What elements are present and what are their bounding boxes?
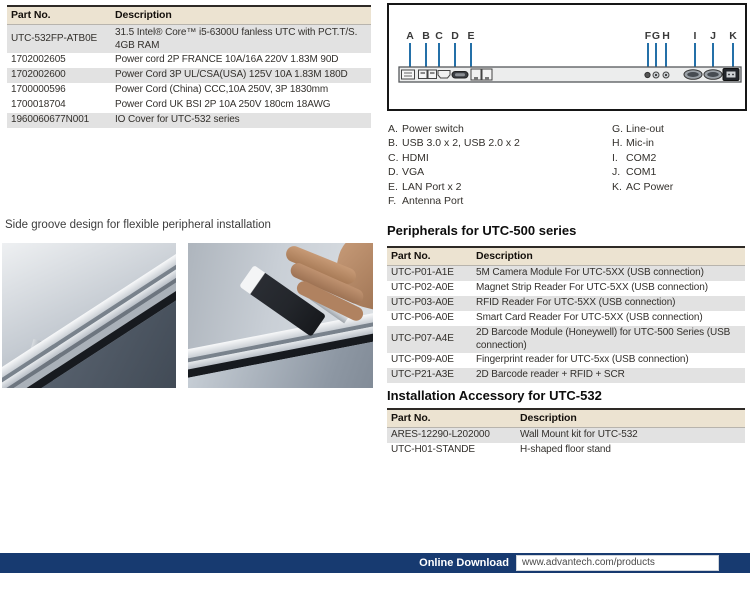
part-desc: Smart Card Reader For UTC-5XX (USB connection) bbox=[476, 312, 703, 324]
table-row bbox=[387, 443, 745, 458]
legend-item: K. AC Power bbox=[612, 180, 674, 193]
table-row bbox=[387, 368, 745, 383]
power-switch-port bbox=[402, 70, 415, 79]
table-row bbox=[7, 113, 371, 128]
port-label-i: I bbox=[693, 30, 697, 42]
table-row bbox=[7, 83, 371, 98]
lan-ports bbox=[471, 69, 492, 80]
part-desc: IO Cover for UTC-532 series bbox=[115, 114, 240, 126]
part-desc: H-shaped floor stand bbox=[520, 444, 611, 456]
legend-item: E. LAN Port x 2 bbox=[388, 180, 462, 193]
part-desc: 31.5 Intel® Core™ i5-6300U fanless UTC with PCT.T/S. 4GB RAM bbox=[115, 27, 358, 51]
col-header-part-no: Part No. bbox=[391, 412, 431, 425]
part-desc: Power Cord (China) CCC,10A 250V, 3P 1830mm bbox=[115, 84, 329, 96]
part-desc: RFID Reader For UTC-5XX (USB connection) bbox=[476, 297, 676, 309]
part-desc: 5M Camera Module For UTC-5XX (USB connection) bbox=[476, 267, 704, 279]
legend-item: I. COM2 bbox=[612, 151, 657, 164]
part-no: UTC-P07-A4E bbox=[391, 333, 454, 345]
ordering-table bbox=[7, 5, 371, 128]
part-no: 1960060677N001 bbox=[11, 114, 90, 126]
port-label-k: K bbox=[729, 30, 737, 42]
table-row bbox=[387, 353, 745, 368]
col-header-part-no: Part No. bbox=[391, 250, 431, 263]
table-header-row bbox=[7, 5, 371, 25]
leader-lines bbox=[410, 43, 733, 69]
legend-item: F. Antenna Port bbox=[388, 195, 464, 208]
part-no: UTC-532FP-ATB0E bbox=[11, 32, 98, 44]
antenna-port bbox=[645, 72, 650, 77]
peripherals-table bbox=[387, 246, 745, 383]
port-label-g: G bbox=[651, 30, 661, 42]
legend-item: B. USB 3.0 x 2, USB 2.0 x 2 bbox=[388, 137, 520, 150]
part-no: UTC-P09-A0E bbox=[391, 354, 454, 366]
part-desc: 2D Barcode reader + RFID + SCR bbox=[476, 369, 625, 381]
monitor-edge bbox=[2, 243, 176, 388]
peripherals-heading: Peripherals for UTC-500 series bbox=[387, 223, 577, 238]
legend-item: C. HDMI bbox=[388, 151, 429, 164]
table-header-row bbox=[387, 408, 745, 428]
part-no: 1702002605 bbox=[11, 54, 66, 66]
part-no: UTC-P02-A0E bbox=[391, 282, 454, 294]
legend-item: J. COM1 bbox=[612, 166, 657, 179]
part-desc: Power Cord 3P UL/CSA(USA) 125V 10A 1.83M 180D bbox=[115, 69, 348, 81]
table-row bbox=[387, 281, 745, 296]
table-row bbox=[387, 428, 745, 443]
io-legend-right bbox=[612, 122, 673, 194]
part-no: UTC-P01-A1E bbox=[391, 267, 454, 279]
col-header-description: Description bbox=[115, 9, 172, 22]
photo-monitor-side-groove bbox=[2, 243, 176, 388]
part-no: 1702002600 bbox=[11, 69, 66, 81]
installation-heading: Installation Accessory for UTC-532 bbox=[387, 388, 602, 403]
com1-port bbox=[704, 70, 722, 80]
legend-item: D. VGA bbox=[388, 166, 425, 179]
part-no: 1700000596 bbox=[11, 84, 66, 96]
port-label-e: E bbox=[467, 30, 475, 42]
port-label-a: A bbox=[406, 30, 414, 42]
legend-item: A. Power switch bbox=[388, 123, 464, 135]
io-panel-svg bbox=[389, 5, 745, 109]
port-label-b: B bbox=[422, 30, 430, 42]
table-row bbox=[7, 68, 371, 83]
com2-port bbox=[684, 70, 702, 80]
mic-in-jack bbox=[663, 72, 669, 78]
part-desc: Power cord 2P FRANCE 10A/16A 220V 1.83M 90D bbox=[115, 54, 339, 66]
part-no: UTC-P06-A0E bbox=[391, 312, 454, 324]
col-header-description: Description bbox=[520, 412, 577, 425]
part-desc: Fingerprint reader for UTC-5xx (USB connection) bbox=[476, 354, 689, 366]
table-row bbox=[387, 266, 745, 281]
line-out-jack bbox=[653, 72, 659, 78]
hdmi-port bbox=[438, 71, 450, 79]
online-download-label: Online Download bbox=[419, 557, 509, 569]
download-url[interactable]: www.advantech.com/products bbox=[516, 555, 719, 571]
part-no: UTC-P21-A3E bbox=[391, 369, 454, 381]
photo-peripheral-installation bbox=[188, 243, 373, 388]
port-label-f: F bbox=[644, 30, 652, 42]
usb-ports bbox=[419, 70, 437, 79]
part-no: UTC-H01-STANDE bbox=[391, 444, 475, 456]
port-label-h: H bbox=[662, 30, 670, 42]
io-legend-left bbox=[388, 122, 520, 208]
footer-bar bbox=[0, 553, 750, 573]
vga-port bbox=[452, 72, 468, 79]
part-no: UTC-P03-A0E bbox=[391, 297, 454, 309]
installation-table bbox=[387, 408, 745, 458]
part-desc: Power Cord UK BSI 2P 10A 250V 180cm 18AWG bbox=[115, 99, 331, 111]
legend-item: H. Mic-in bbox=[612, 137, 654, 150]
part-no: 1700018704 bbox=[11, 99, 66, 111]
table-row bbox=[7, 98, 371, 113]
port-label-j: J bbox=[710, 30, 716, 42]
col-header-description: Description bbox=[476, 250, 533, 263]
legend-item: G. Line-out bbox=[612, 123, 664, 135]
io-panel-diagram bbox=[387, 3, 747, 111]
table-row bbox=[7, 25, 371, 53]
part-desc: Magnet Strip Reader For UTC-5XX (USB connection) bbox=[476, 282, 708, 294]
part-desc: 2D Barcode Module (Honeywell) for UTC-500 Series (USB connection) bbox=[476, 327, 731, 351]
part-no: ARES-12290-L202000 bbox=[391, 429, 490, 441]
table-row bbox=[387, 311, 745, 326]
table-header-row bbox=[387, 246, 745, 266]
part-desc: Wall Mount kit for UTC-532 bbox=[520, 429, 638, 441]
table-row bbox=[387, 296, 745, 311]
table-row bbox=[387, 326, 745, 353]
ac-power-inlet bbox=[723, 69, 739, 81]
port-label-c: C bbox=[435, 30, 443, 42]
table-row bbox=[7, 53, 371, 68]
feature-caption: Side groove design for flexible peripheral installation bbox=[5, 219, 271, 231]
port-label-d: D bbox=[451, 30, 459, 42]
col-header-part-no: Part No. bbox=[11, 9, 51, 22]
